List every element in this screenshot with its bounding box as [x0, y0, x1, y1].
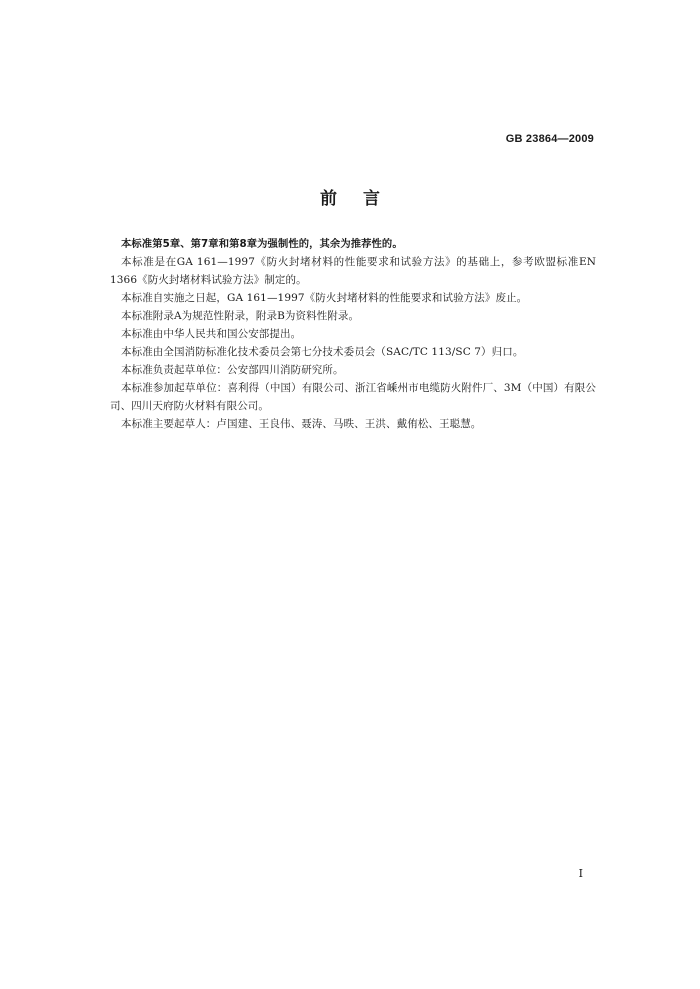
page-number: I [578, 867, 583, 880]
paragraph-mandatory-clauses: 本标准第5章、第7章和第8章为强制性的，其余为推荐性的。 [121, 238, 403, 250]
paragraph-basis: 本标准是在GA 161—1997《防火封堵材料的性能要求和试验方法》的基础上，参考欧盟标准EN 1366《防火封堵材料试验方法》制定的。 [110, 256, 596, 286]
paragraph-drafters: 本标准主要起草人：卢国建、王良伟、聂涛、马昳、王洪、戴侑松、王聪慧。 [121, 418, 482, 430]
page-title: 前言 [320, 189, 406, 209]
paragraph-committee: 本标准由全国消防标准化技术委员会第七分技术委员会（SAC/TC 113/SC 7）归口。 [121, 346, 524, 358]
paragraph-supersedes: 本标准自实施之日起，GA 161—1997《防火封堵材料的性能要求和试验方法》废止。 [121, 292, 528, 304]
standard-number: GB 23864—2009 [505, 133, 594, 145]
paragraph-annexes: 本标准附录A为规范性附录，附录B为资料性附录。 [121, 310, 360, 322]
paragraph-participating-units: 本标准参加起草单位：喜利得（中国）有限公司、浙江省嵊州市电缆防火附件厂、3M（中国）有限公司、四川天府防火材料有限公司。 [110, 382, 596, 412]
paragraph-lead-drafter: 本标准负责起草单位：公安部四川消防研究所。 [121, 364, 344, 376]
paragraph-proposer: 本标准由中华人民共和国公安部提出。 [121, 328, 302, 340]
foreword-body [110, 235, 596, 433]
